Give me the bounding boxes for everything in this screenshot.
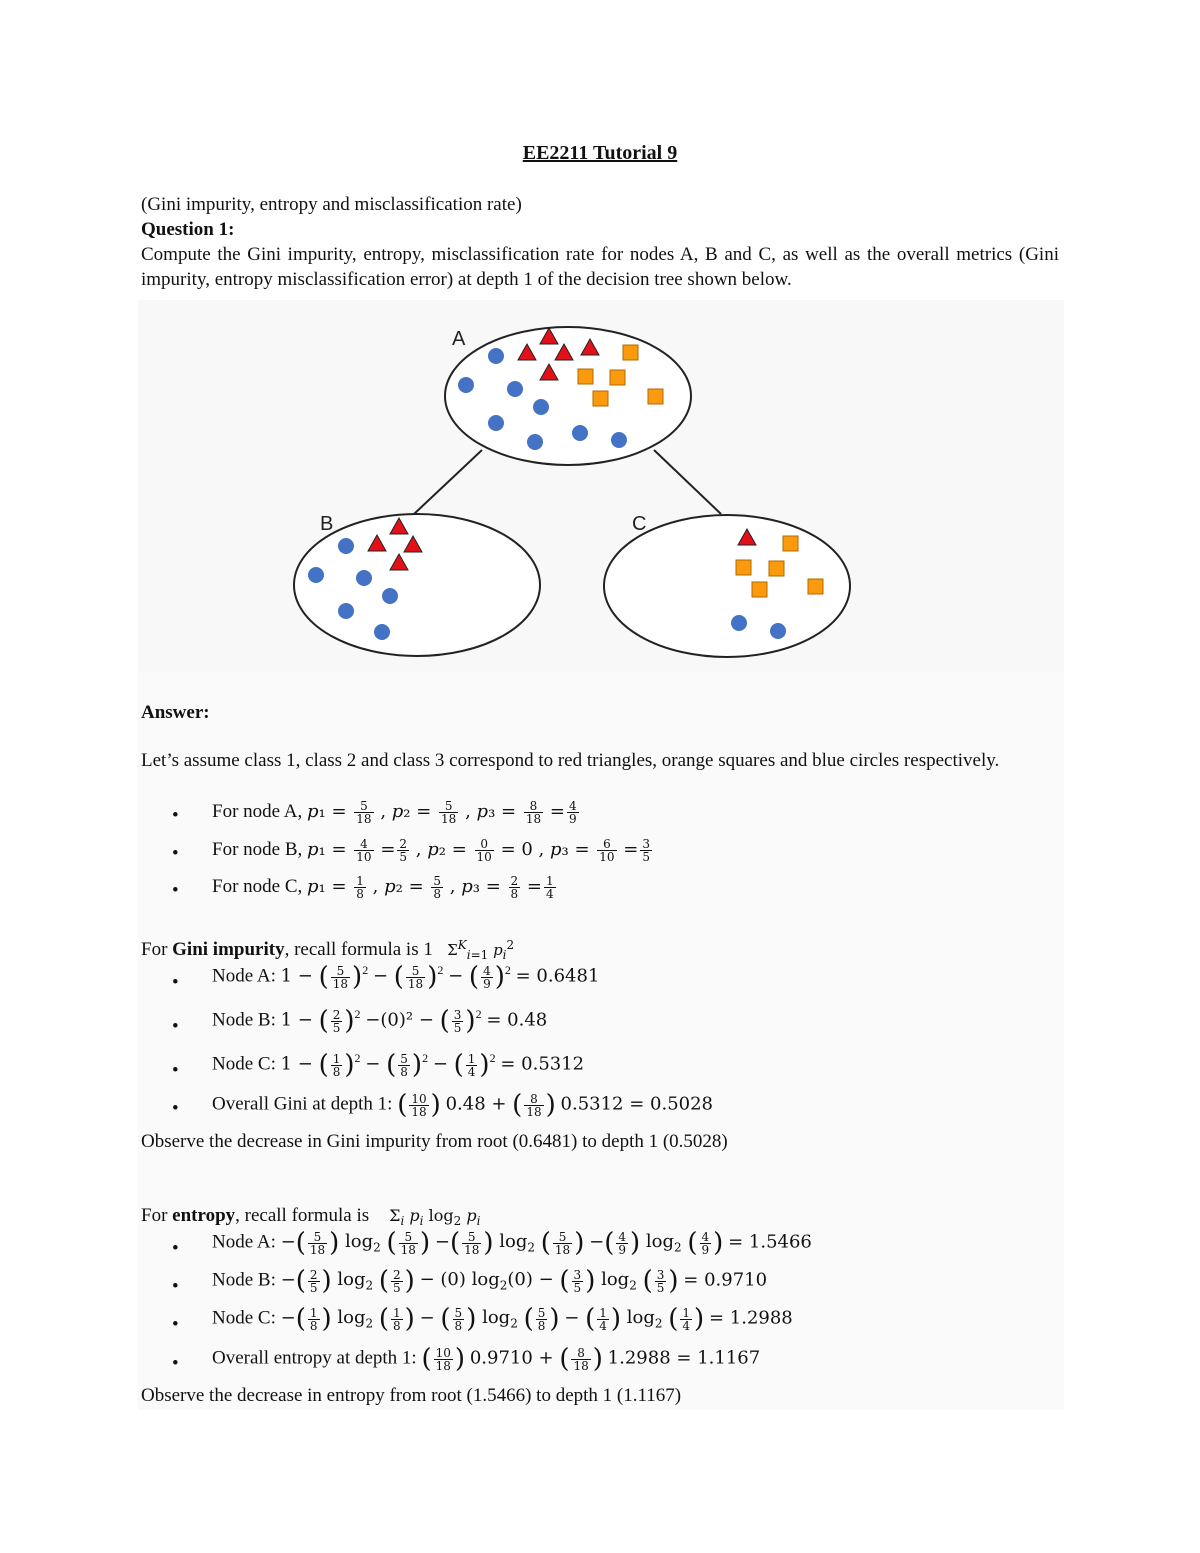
gini-overall: Overall Gini at depth 1: ( $\frac{10}{18}$ ) 0.48 + ( $\frac{8}{18}$ ) 0.5312 = 0.5028 <box>212 1090 714 1120</box>
answer-label: Answer: <box>141 702 210 723</box>
node-c-label: C <box>632 513 647 535</box>
circle-marker <box>572 425 588 441</box>
page-title: EE2211 Tutorial 9 <box>522 142 678 164</box>
circle-marker <box>338 538 354 554</box>
node-b-probabilities: For node B, p₁ = $\frac{4}{10}$ = $\frac{2}{5}$ , p₂ = $\frac{0}{10}$ = 0 , p₃ = $\frac{6}{10}$ = $\frac{3}{5}$ <box>212 837 651 864</box>
node-c-probabilities: For node C, p₁ = $\frac{1}{8}$ , p₂ = $\frac{5}{8}$ , p₃ = $\frac{2}{8}$ = $\frac{1}{4}$ <box>212 874 554 901</box>
bullet: • <box>172 805 179 826</box>
square-marker <box>610 370 625 385</box>
bullet: • <box>172 1353 179 1374</box>
node-a-probabilities: For node A, p₁ = $\frac{5}{18}$ , p₂ = $\frac{5}{18}$ , p₃ = $\frac{8}{18}$ = $\frac{4}{9}$ <box>212 799 577 826</box>
square-marker <box>736 560 751 575</box>
circle-marker <box>458 377 474 393</box>
bullet: • <box>172 1060 179 1081</box>
bullet: • <box>172 1314 179 1335</box>
circle-marker <box>382 588 398 604</box>
decision-tree-figure <box>138 300 1064 672</box>
question-label: Question 1: <box>141 219 235 240</box>
square-marker <box>578 369 593 384</box>
circle-marker <box>308 567 324 583</box>
bullet: • <box>172 1016 179 1037</box>
bullet: • <box>172 1098 179 1119</box>
circle-marker <box>338 603 354 619</box>
square-marker <box>808 579 823 594</box>
entropy-node-a: Node A: −( $\frac{5}{18}$ ) $\log_2$ ( $\frac{5}{18}$ ) −( $\frac{5}{18}$ ) $\log_2$ ( $\frac{5}{18}$ ) −( $\frac{4}{9}$ ) $\log_2$ ( $\frac{4}{9}$ ) = 1.5466 <box>212 1228 812 1258</box>
circle-marker <box>374 624 390 640</box>
question-text: Compute the Gini impurity, entropy, misclassification rate for nodes A, B and C, as well as the overall metrics (Gini impurity, entropy misclassification error) at depth 1 of the decision tree shown below. <box>141 244 1059 290</box>
node-a-label: A <box>452 328 466 350</box>
bullet: • <box>172 880 179 901</box>
gini-node-c: Node C: 1 − ( $\frac{1}{8}$ )$^2$ − ( $\frac{5}{8}$ )$^2$ − ( $\frac{1}{4}$ )$^2$ = 0.5312 <box>212 1050 585 1080</box>
square-marker <box>752 582 767 597</box>
entropy-node-b: Node B: −( $\frac{2}{5}$ ) $\log_2$ ( $\frac{2}{5}$ ) − (0) $\log_2(0)$ − ( $\frac{3}{5}$ ) $\log_2$ ( $\frac{3}{5}$ ) = 0.9710 <box>212 1266 768 1296</box>
circle-marker <box>507 381 523 397</box>
gini-intro: For Gini impurity, recall formula is 1 $\Sigma^K_{i=1}$ $p_i^2$ <box>141 938 515 962</box>
gini-observation: Observe the decrease in Gini impurity from root (0.6481) to depth 1 (0.5028) <box>141 1131 728 1152</box>
bullet: • <box>172 972 179 993</box>
answer-background <box>138 672 1064 1410</box>
circle-marker <box>488 415 504 431</box>
circle-marker <box>533 399 549 415</box>
bullet: • <box>172 843 179 864</box>
node-b-ellipse <box>294 514 540 656</box>
square-marker <box>593 391 608 406</box>
circle-marker <box>611 432 627 448</box>
circle-marker <box>488 348 504 364</box>
square-marker <box>623 345 638 360</box>
gini-node-b: Node B: 1 − ( $\frac{2}{5}$ )$^2$ −(0)² − ( $\frac{3}{5}$ )$^2$ = 0.48 <box>212 1006 548 1036</box>
circle-marker <box>770 623 786 639</box>
bullet: • <box>172 1238 179 1259</box>
entropy-overall: Overall entropy at depth 1: ( $\frac{10}{18}$ ) 0.9710 + ( $\frac{8}{18}$ ) 1.2988 = 1.1167 <box>212 1344 761 1374</box>
node-b-label: B <box>320 513 334 535</box>
square-marker <box>783 536 798 551</box>
entropy-node-c: Node C: −( $\frac{1}{8}$ ) $\log_2$ ( $\frac{1}{8}$ ) − ( $\frac{5}{8}$ ) $\log_2$ ( $\frac{5}{8}$ ) − ( $\frac{1}{4}$ ) $\log_2$ ( $\frac{1}{4}$ ) = 1.2988 <box>212 1304 793 1334</box>
bullet: • <box>172 1276 179 1297</box>
gini-node-a: Node A: 1 − ( $\frac{5}{18}$ )$^2$ − ( $\frac{5}{18}$ )$^2$ − ( $\frac{4}{9}$ )$^2$ = 0.6481 <box>212 962 600 992</box>
circle-marker <box>731 615 747 631</box>
subtitle: (Gini impurity, entropy and misclassification rate) <box>141 194 522 215</box>
answer-assumption: Let’s assume class 1, class 2 and class 3 correspond to red triangles, orange squares and blue circles respectively. <box>141 750 1000 771</box>
square-marker <box>769 561 784 576</box>
entropy-observation: Observe the decrease in entropy from root (1.5466) to depth 1 (1.1167) <box>141 1385 682 1406</box>
circle-marker <box>527 434 543 450</box>
entropy-intro: For entropy, recall formula is $\Sigma_i$ $p_i$ $\log_2 p_i$ <box>141 1205 481 1229</box>
square-marker <box>648 389 663 404</box>
circle-marker <box>356 570 372 586</box>
